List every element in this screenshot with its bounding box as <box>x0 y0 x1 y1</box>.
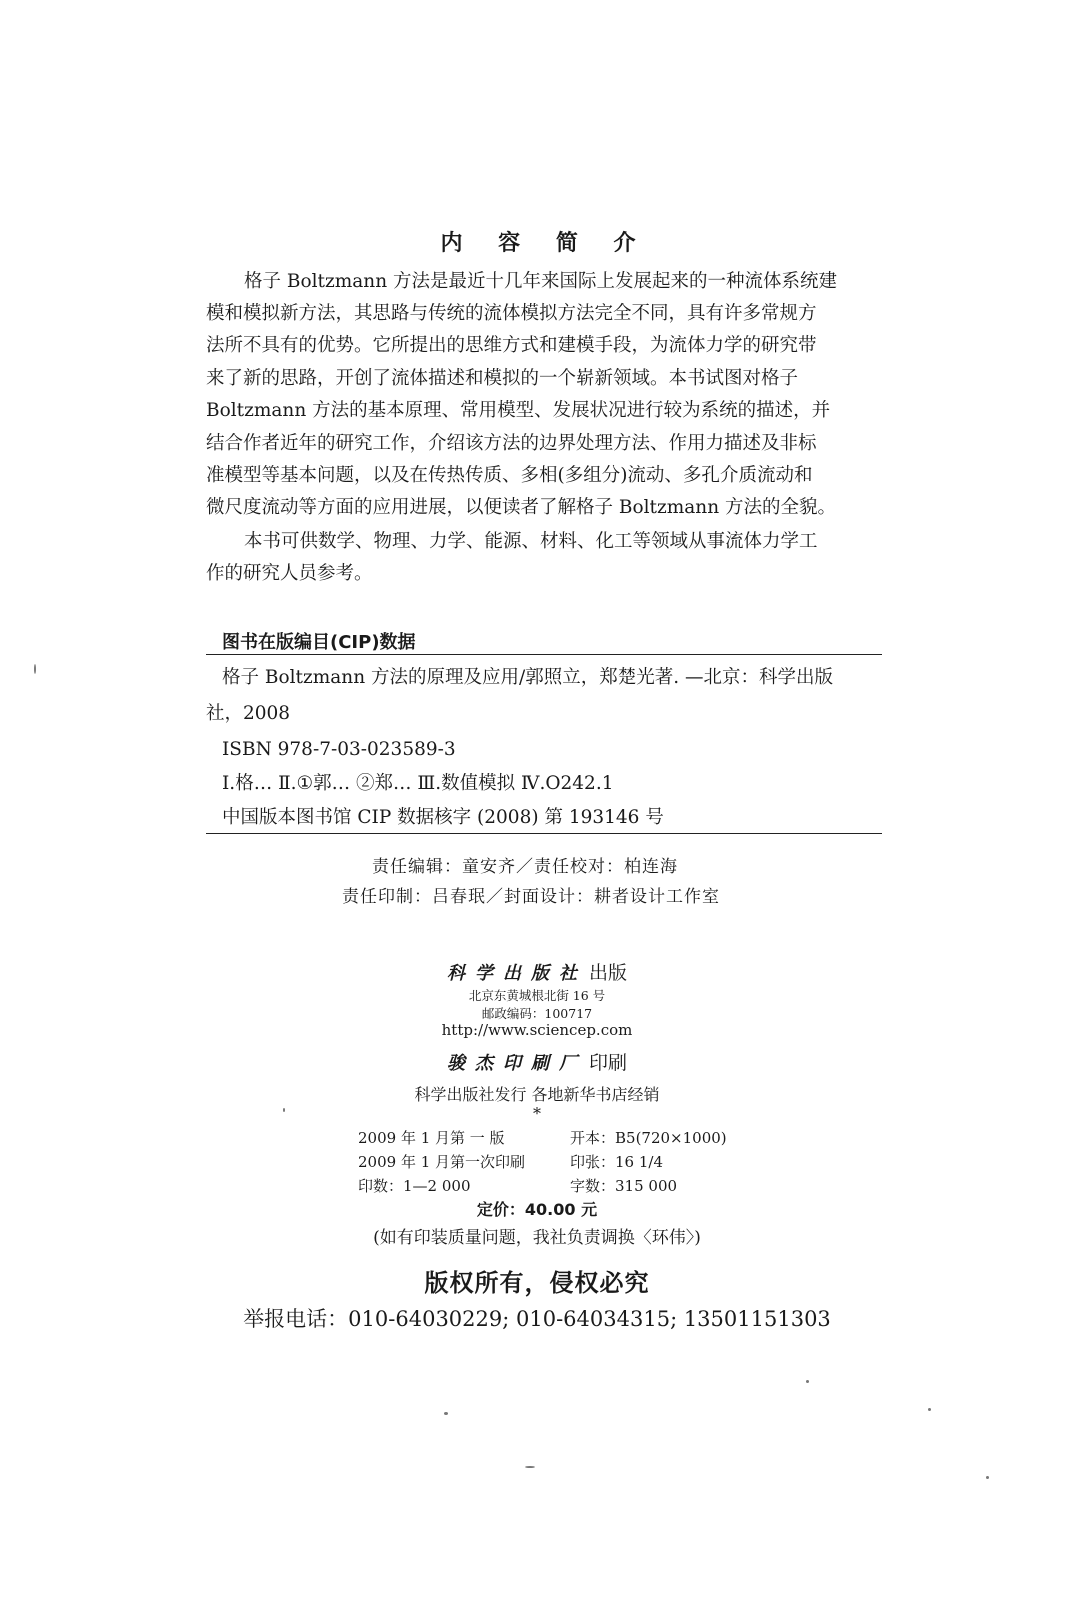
scan-speck <box>525 1466 535 1468</box>
cip-heading: 图书在版编目(CIP)数据 <box>222 632 416 653</box>
cip-record-number: 中国版本图书馆 CIP 数据核字 (2008) 第 193146 号 <box>222 807 664 828</box>
scan-speck <box>444 1412 448 1415</box>
printer-suffix: 印刷 <box>588 1052 627 1074</box>
distribution-line: 科学出版社发行 各地新华书店经销 <box>414 1085 660 1104</box>
printer-line <box>0 1048 1074 1075</box>
cip-classification: Ⅰ.格… Ⅱ.①郭… ②郑… Ⅲ.数值模拟 Ⅳ.O242.1 <box>222 773 614 794</box>
summary-line: 本书可供数学、物理、力学、能源、材料、化工等领域从事流体力学工 <box>244 531 818 552</box>
publisher-postcode: 邮政编码：100717 <box>481 1006 593 1021</box>
separator-star: * <box>533 1104 541 1123</box>
scan-speck <box>806 1380 809 1383</box>
summary-line: 微尺度流动等方面的应用进展，以便读者了解格子 Boltzmann 方法的全貌。 <box>206 497 836 518</box>
summary-line: 模和模拟新方法，其思路与传统的流体模拟方法完全不同，具有许多常规方 <box>206 303 817 324</box>
summary-line: 法所不具有的优势。它所提出的思维方式和建模手段，为流体力学的研究带 <box>206 335 817 356</box>
sheets-info: 印张：16 1/4 <box>570 1153 663 1171</box>
summary-line: 格子 Boltzmann 方法是最近十几年来国际上发展起来的一种流体系统建 <box>244 271 837 292</box>
summary-line: 结合作者近年的研究工作，介绍该方法的边界处理方法、作用力描述及非标 <box>206 433 817 454</box>
printer-name: 骏杰印刷厂 <box>446 1053 587 1074</box>
print-run-info: 印数：1—2 000 <box>358 1177 471 1195</box>
publisher-suffix: 出版 <box>588 962 627 984</box>
report-hotline: 举报电话：010-64030229; 010-64034315; 13501151303 <box>243 1307 831 1331</box>
scan-speck <box>283 1108 285 1112</box>
summary-line: Boltzmann 方法的基本原理、常用模型、发展状况进行较为系统的描述，并 <box>206 400 831 421</box>
summary-line: 作的研究人员参考。 <box>206 563 373 584</box>
summary-line: 来了新的思路，开创了流体描述和模拟的一个崭新领域。本书试图对格子 <box>206 368 799 389</box>
credits-production: 责任印制：吕春珉／封面设计：耕者设计工作室 <box>342 887 720 907</box>
quality-notice: (如有印装质量问题，我社负责调换〈环伟〉) <box>373 1228 701 1248</box>
summary-title: 内 容 简 介 <box>440 231 650 256</box>
cip-bottom-rule <box>206 833 882 834</box>
publisher-url: http://www.sciencep.com <box>441 1021 633 1039</box>
summary-line: 准模型等基本问题，以及在传热传质、多相(多组分)流动、多孔介质流动和 <box>206 465 813 486</box>
cip-entry-line: 格子 Boltzmann 方法的原理及应用/郭照立，郑楚光著. —北京：科学出版 <box>222 667 833 688</box>
credits-editors: 责任编辑：童安齐／责任校对：柏连海 <box>372 857 678 877</box>
scan-speck <box>928 1408 931 1411</box>
edition-info: 2009 年 1 月第 一 版 <box>358 1129 505 1147</box>
scan-speck <box>34 664 36 674</box>
publisher-line <box>0 958 1074 985</box>
price: 定价：40.00 元 <box>476 1200 598 1219</box>
word-count-info: 字数：315 000 <box>570 1177 678 1195</box>
cip-top-rule <box>206 654 882 655</box>
publisher-name: 科学出版社 <box>446 963 587 984</box>
cip-entry-line: 社，2008 <box>206 703 291 724</box>
rights-statement: 版权所有，侵权必究 <box>424 1269 650 1297</box>
cip-isbn: ISBN 978-7-03-023589-3 <box>222 739 456 760</box>
publisher-address: 北京东黄城根北街 16 号 <box>468 988 606 1003</box>
scan-speck <box>986 1476 989 1479</box>
format-info: 开本：B5(720×1000) <box>570 1129 727 1147</box>
printing-info: 2009 年 1 月第一次印刷 <box>358 1153 526 1171</box>
